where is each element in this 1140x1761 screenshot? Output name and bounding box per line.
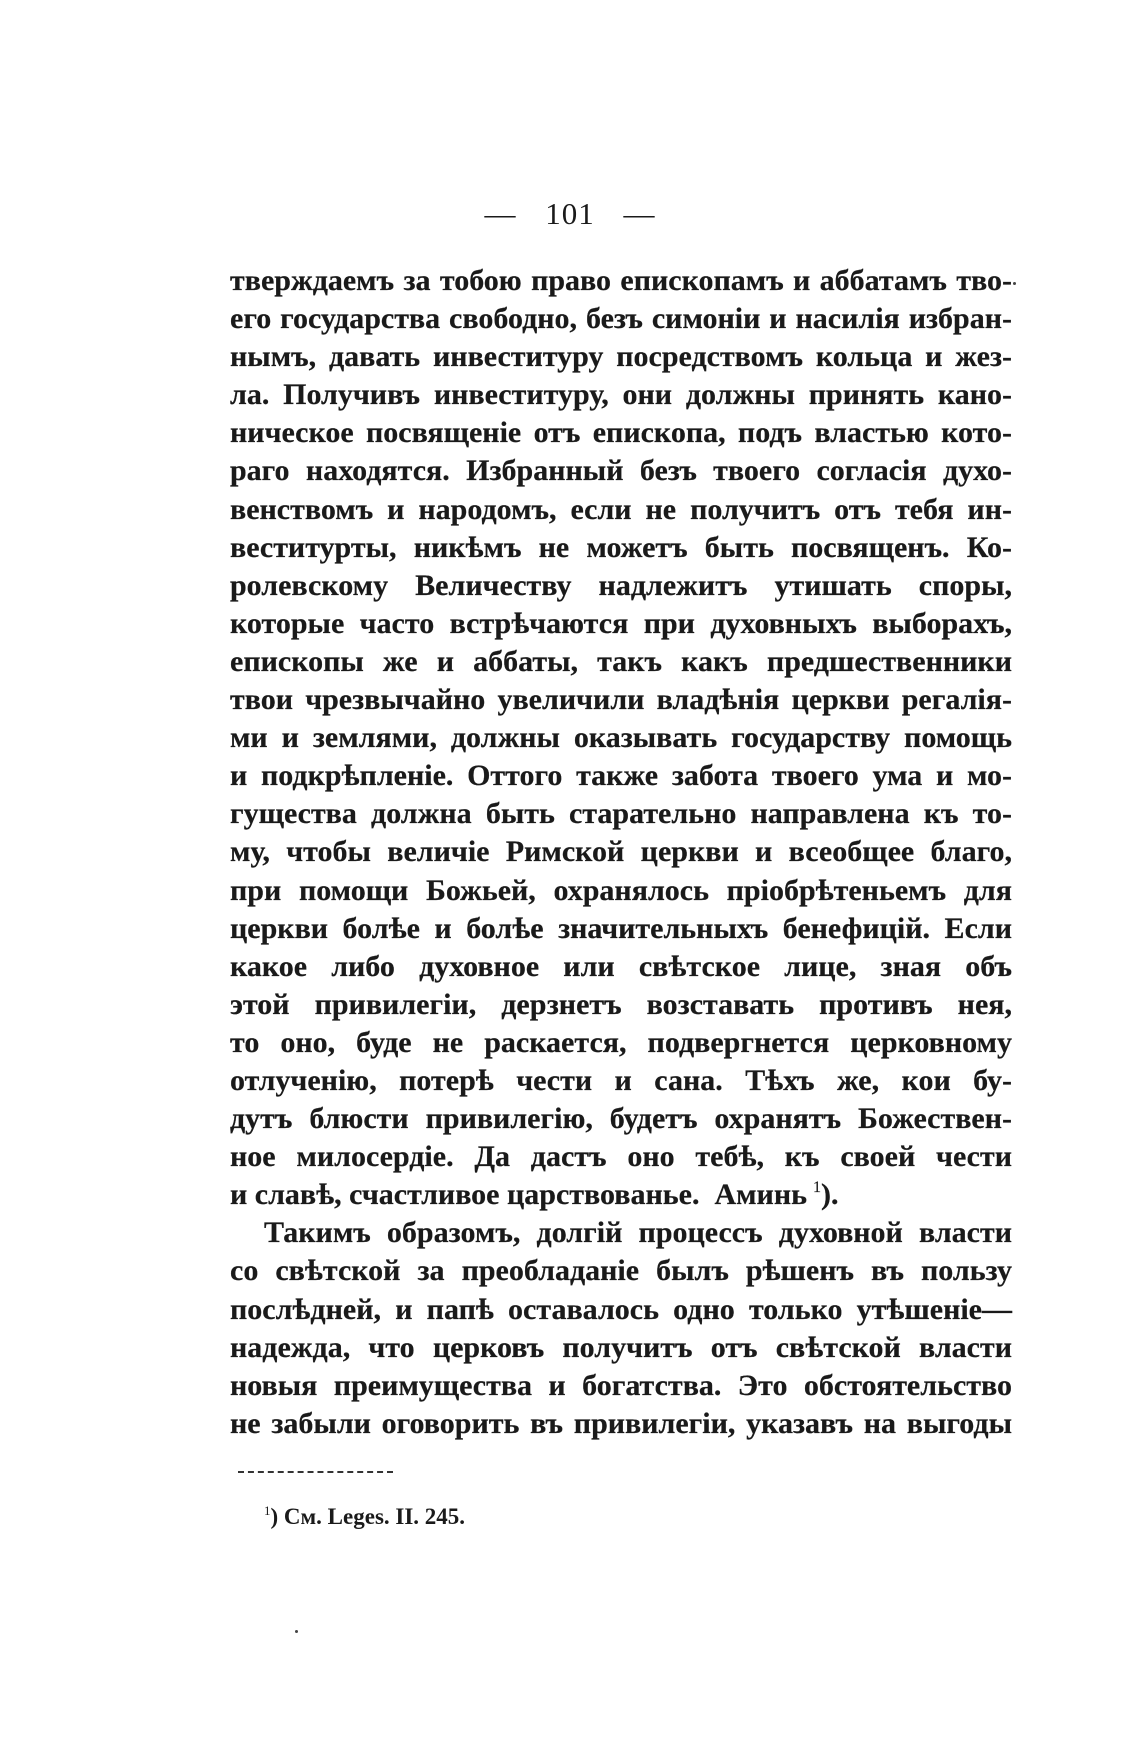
text-line: со свѣтской за преобладаніе былъ рѣшенъ въ пользу bbox=[230, 1254, 1012, 1288]
text-line: которые часто встрѣчаются при духовныхъ выборахъ, bbox=[230, 606, 1012, 640]
footnote bbox=[264, 1504, 465, 1530]
scan-speck bbox=[1013, 282, 1016, 285]
text-line: при помощи Божьей, охранялось пріобрѣтеньемъ для bbox=[230, 873, 1012, 907]
text-line: ла. Получивъ инвеституру, они должны принять кано- bbox=[230, 378, 1012, 412]
text-line: церкви болѣе и болѣе значительныхъ бенефицій. Если bbox=[230, 911, 1012, 945]
page-number-value: 101 bbox=[545, 196, 595, 231]
footnote-mark: 1 bbox=[264, 1503, 271, 1518]
text-line: надежда, что церковъ получитъ отъ свѣтской власти bbox=[230, 1330, 1012, 1364]
text-line: ми и землями, должны оказывать государству помощь bbox=[230, 721, 1012, 755]
text-line: гущества должна быть старательно направлена къ то- bbox=[230, 797, 1012, 831]
scan-speck bbox=[295, 1630, 298, 1633]
text-line: веститурты, никѣмъ не можетъ быть посвященъ. Ко- bbox=[230, 530, 1012, 564]
text-line: нымъ, давать инвеституру посредствомъ кольца и жез- bbox=[230, 340, 1012, 374]
text-line: послѣдней, и папѣ оставалось одно только утѣшеніе— bbox=[230, 1292, 1012, 1326]
text-line: твои чрезвычайно увеличили владѣнія церкви регалія- bbox=[230, 683, 1012, 717]
text-line: Такимъ образомъ, долгій процессъ духовной власти bbox=[264, 1216, 1012, 1250]
text-line: его государства свободно, безъ симоніи и насилія избран- bbox=[230, 302, 1012, 336]
text-line: ническое посвященіе отъ епископа, подъ властью кото- bbox=[230, 416, 1012, 450]
text-line: этой привилегіи, дерзнетъ возставать противъ нея, bbox=[230, 987, 1012, 1021]
text-line: тверждаемъ за тобою право епископамъ и аббатамъ тво- bbox=[230, 264, 1012, 297]
text-line bbox=[230, 1176, 1012, 1214]
text-line: то оно, буде не раскается, подвергнется церковному bbox=[230, 1025, 1012, 1059]
text-line: епископы же и аббаты, такъ какъ предшественники bbox=[230, 644, 1012, 678]
text-line: и подкрѣпленіе. Оттого также забота твоего ума и мо- bbox=[230, 759, 1012, 793]
text-line: ное милосердіе. Да дастъ оно тебѣ, къ своей чести bbox=[230, 1140, 1012, 1174]
text-line: отлученію, потерѣ чести и сана. Тѣхъ же, кои бу- bbox=[230, 1063, 1012, 1097]
text-line: ролевскому Величеству надлежитъ утишать споры, bbox=[230, 568, 1012, 602]
text-line: какое либо духовное или свѣтское лице, зная объ bbox=[230, 949, 1012, 983]
line-text-tail: ). bbox=[820, 1178, 839, 1212]
footnote-reference: 1 bbox=[812, 1179, 821, 1197]
page-number-dash-right: — bbox=[623, 196, 656, 231]
page-number-dash-left: — bbox=[484, 196, 517, 231]
text-line: не забыли оговорить въ привилегіи, указавъ на выгоды bbox=[230, 1406, 1012, 1440]
text-line: раго находятся. Избранный безъ твоего согласія духо- bbox=[230, 454, 1012, 488]
text-line: новыя преимущества и богатства. Это обстоятельство bbox=[230, 1368, 1012, 1402]
page-number bbox=[0, 196, 1140, 232]
footnote-divider bbox=[238, 1471, 393, 1473]
text-line: венствомъ и народомъ, если не получитъ отъ тебя ин- bbox=[230, 492, 1012, 526]
text-line: дутъ блюсти привилегію, будетъ охранятъ Божествен- bbox=[230, 1102, 1012, 1136]
line-text: и славѣ, счастливое царствованье. Аминь bbox=[230, 1178, 807, 1212]
footnote-text: ) См. Leges. II. 245. bbox=[270, 1504, 466, 1529]
text-line: му, чтобы величіе Римской церкви и всеобщее благо, bbox=[230, 835, 1012, 869]
body-text bbox=[230, 262, 1012, 1443]
